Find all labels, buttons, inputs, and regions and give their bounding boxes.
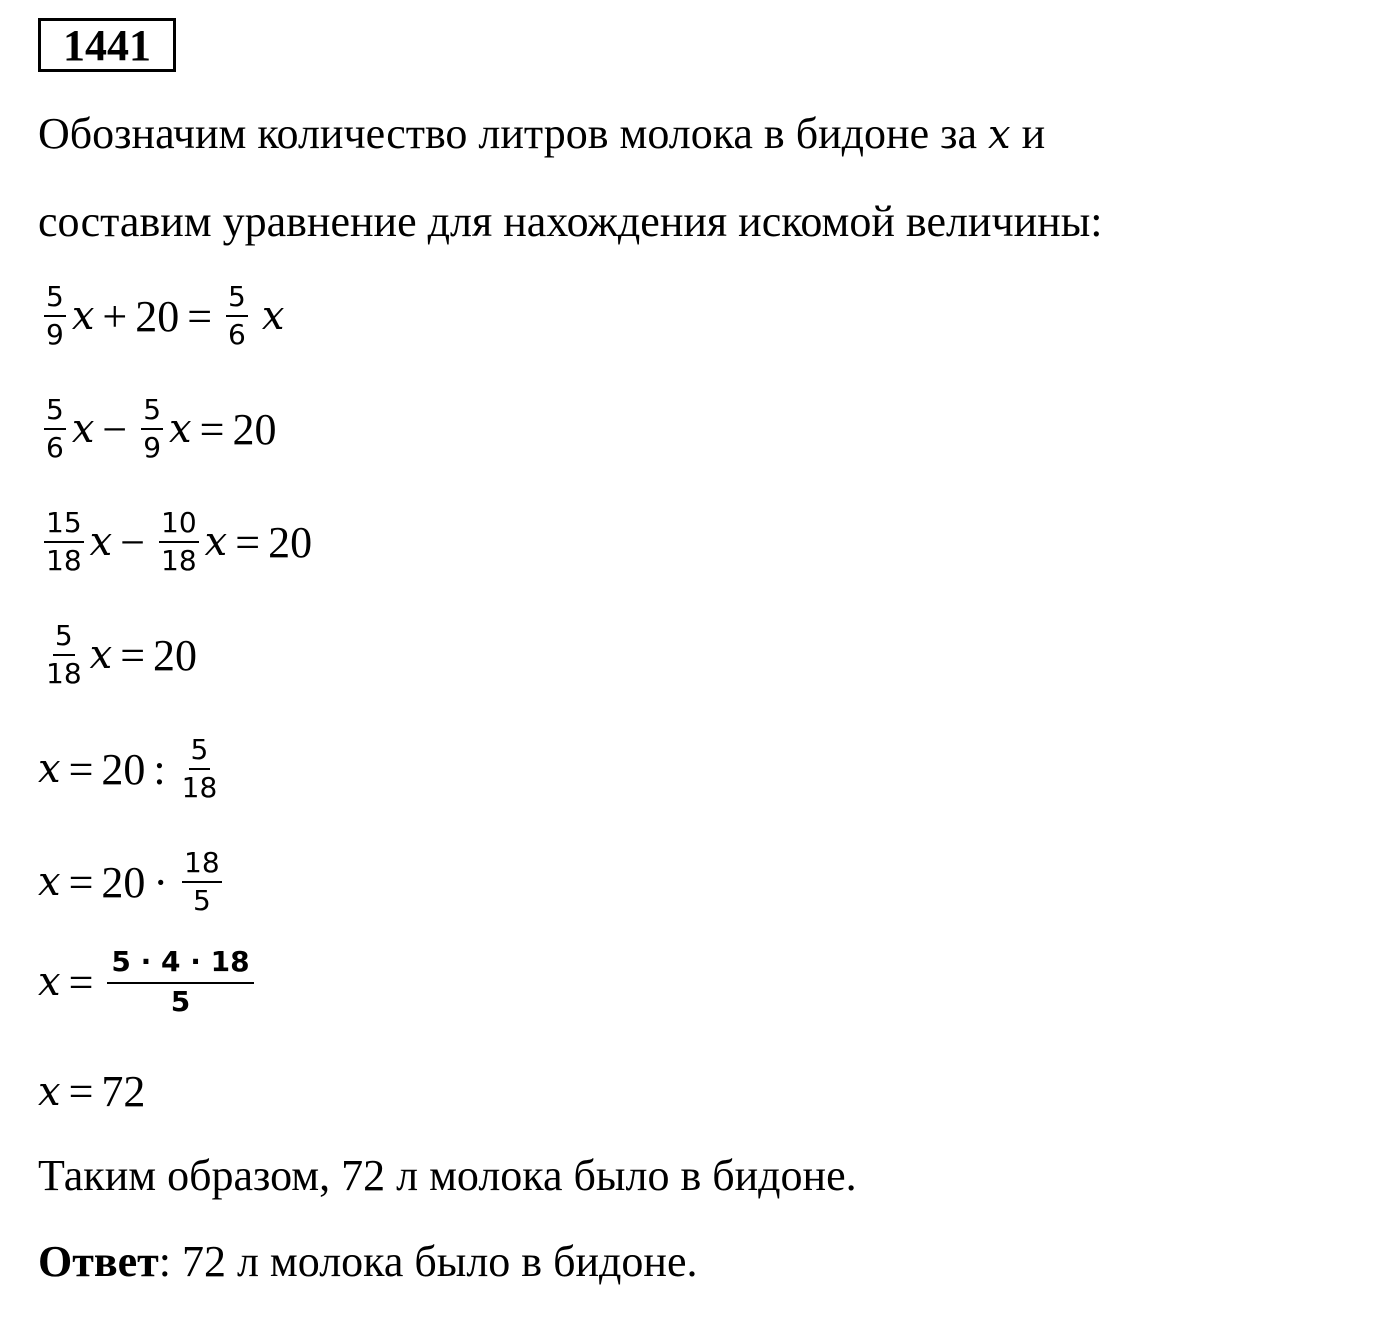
fraction: $\frac{15}{18}$ [46, 506, 82, 577]
operator: − [120, 517, 146, 567]
multiplication-sign: · [153, 857, 169, 907]
equals-sign: = [235, 517, 261, 567]
intro-text: Обозначим количество литров молока в бидоне за [38, 109, 978, 158]
equation-step-6 [38, 846, 228, 917]
equation-step-4 [38, 619, 198, 690]
equals-sign: = [68, 857, 94, 907]
answer-line [38, 1236, 697, 1287]
equals-sign: = [120, 630, 146, 680]
variable-x: x [89, 632, 113, 678]
equation-step-1 [38, 280, 285, 351]
variable-x: x [204, 519, 228, 565]
answer-label: Ответ [38, 1237, 159, 1286]
operator: + [102, 291, 128, 341]
constant: 72 [101, 1067, 146, 1116]
division-sign: : [153, 744, 166, 794]
fraction: $\frac{10}{18}$ [161, 506, 197, 577]
constant: 20 [153, 630, 198, 680]
variable-x: x [38, 859, 61, 905]
operator: − [102, 404, 128, 454]
fraction: $\frac{5}{6}$ [46, 393, 64, 464]
task-number: 1441 [38, 18, 176, 72]
fraction: $\frac{5}{18}$ [181, 733, 218, 804]
equals-sign: = [187, 291, 213, 341]
equation-step-2 [38, 393, 277, 464]
fraction: $\frac{5 \cdot 4 \cdot 18}{5}$ [107, 948, 253, 1016]
equation-step-8 [38, 1066, 145, 1117]
variable-x: x [169, 406, 192, 452]
fraction: $\frac{5}{6}$ [228, 280, 246, 351]
intro-line-2: составим уравнение для нахождения искомой величины: [38, 197, 1103, 246]
answer-text: : 72 л молока было в бидоне. [158, 1237, 698, 1286]
equation-step-7 [38, 945, 260, 1018]
variable-x: x [38, 1068, 61, 1115]
constant: 20 [135, 291, 180, 341]
variable-x: x [89, 519, 113, 565]
variable-x: x [38, 959, 61, 1005]
conclusion-text: Таким образом, 72 л молока было в бидоне. [38, 1151, 857, 1200]
constant: 20 [232, 404, 277, 454]
variable-x: x [71, 406, 95, 452]
constant: 20 [101, 744, 146, 794]
equals-sign: = [68, 1067, 94, 1116]
variable-x: x [988, 112, 1011, 158]
fraction: $\frac{5}{9}$ [143, 393, 162, 464]
variable-x: x [261, 293, 285, 339]
constant: 20 [268, 517, 313, 567]
equals-sign: = [68, 957, 94, 1007]
variable-x: x [71, 293, 95, 339]
intro-line-1 [38, 108, 1045, 159]
fraction: $\frac{5}{18}$ [46, 619, 82, 690]
variable-x: x [38, 746, 61, 792]
equation-step-3 [38, 506, 313, 577]
equation-step-5 [38, 733, 225, 804]
intro-and: и [1021, 109, 1046, 158]
constant: 20 [101, 857, 146, 907]
fraction: $\frac{18}{5}$ [184, 846, 220, 917]
fraction: $\frac{5}{9}$ [46, 280, 64, 351]
equals-sign: = [68, 744, 94, 794]
equals-sign: = [199, 404, 225, 454]
